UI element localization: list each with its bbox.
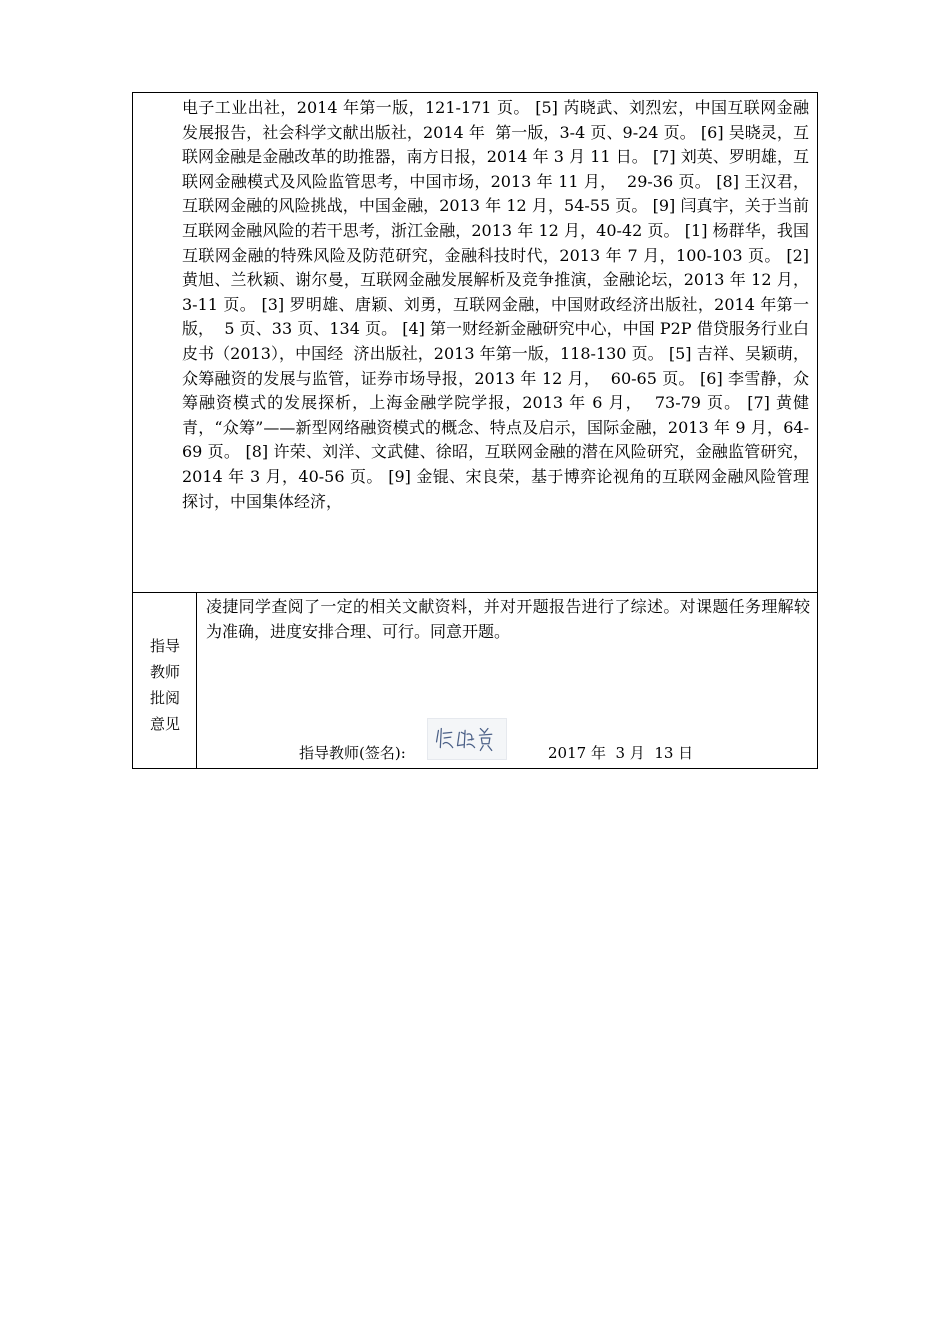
- references-text: 电子工业出社，2014 年第一版，121-171 页。 [5] 芮晓武、刘烈宏，中国互联网金融发展报告，社会科学文献出版社，2014 年 第一版，3-4 页、9-24 页。 [6] 吴晓灵，互联网金融是金融改革的助推器，南方日报，2014 年 3 月 11 日。 [7] 刘英、罗明雄，互联网金融模式及风险监管思考，中国市场，2013 年 11 月， 29-36 页。 [8] 王汉君，互联网金融的风险挑战，中国金融，2013 年 12 月，54-55 页。 [9] 闫真宇，关于当前互联网金融风险的若干思考，浙江金融，2013 年 12 月，40-42 页。 [1] 杨群华，我国互联网金融的特殊风险及防范研究，金融科技时代，2013 年 7 月，100-103 页。 [2] 黄旭、兰秋颖、谢尔曼，互联网金融发展解析及竞争推演，金融论坛，2013 年 12 月，3-11 页。 [3] 罗明雄、唐颖、刘勇，互联网金融，中国财政经济出版社，2014 年第一版， 5 页、33 页、134 页。 [4] 第一财经新金融研究中心，中国 P2P 借贷服务行业白皮书（2013），中国经 济出版社，2013 年第一版，118-130 页。 [5] 吉祥、吴颖萌，众筹融资的发展与监管，证券市场导报，2013 年 12 月， 60-65 页。 [6] 李雪静，众筹融资模式的发展探析，上海金融学院学报，2013 年 6 月， 73-79 页。 [7] 黄健青，“众筹”——新型网络融资模式的概念、特点及启示，国际金融，2013 年 9 月，64-69 页。 [8] 许荣、刘洋、文武健、徐昭，互联网金融的潜在风险研究，金融监管研究， 2014 年 3 月，40-56 页。 [9] 金锟、宋良荣，基于博弈论视角的互联网金融风险管理探讨，中国集体经济，: [182, 98, 820, 511]
- signature-label: 指导教师(签名):: [299, 744, 406, 762]
- advisor-opinion-text: 凌捷同学查阅了一定的相关文献资料，并对开题报告进行了综述。对课题任务理解较为准确，进度安排合理、可行。同意开题。: [206, 597, 810, 641]
- handwritten-signature: [427, 718, 507, 760]
- signature-scribble: [428, 719, 506, 759]
- advisor-review-label-cell: [133, 593, 197, 769]
- advisor-review-label: 指导教师批阅意见: [149, 637, 180, 733]
- report-table: [132, 92, 818, 769]
- references-cell: [133, 93, 820, 593]
- advisor-opinion-cell: [197, 593, 817, 769]
- signature-date: 2017 年 3 月 13 日: [548, 744, 694, 762]
